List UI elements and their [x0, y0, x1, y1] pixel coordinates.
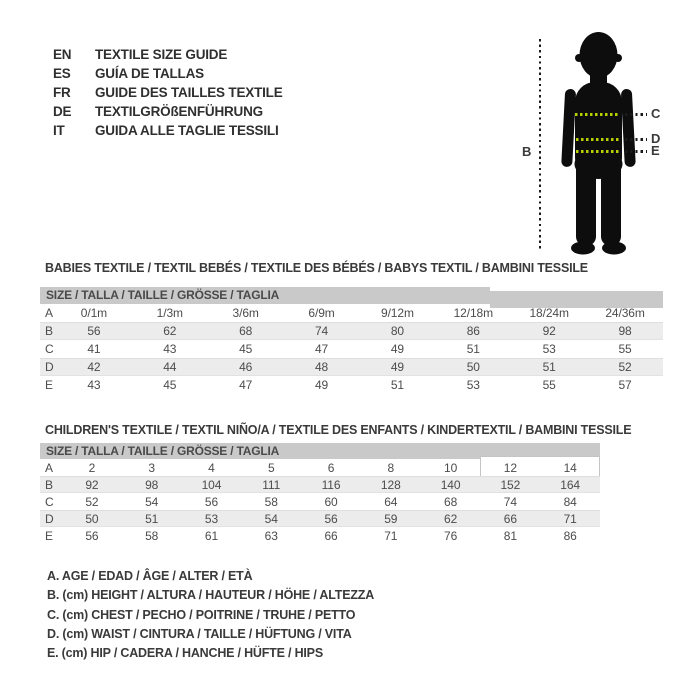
- table-cell: 54: [145, 494, 159, 509]
- table-cell: 51: [390, 378, 405, 392]
- lang-code: IT: [53, 123, 65, 138]
- lang-row-fr: [53, 83, 283, 102]
- lang-row-it: [53, 121, 283, 140]
- lang-title: TEXTILE SIZE GUIDE: [95, 47, 228, 62]
- table-cell: 55: [618, 342, 632, 356]
- table-cell: 53: [542, 342, 556, 356]
- table-cell: 76: [444, 528, 458, 543]
- row-label: A: [45, 460, 53, 475]
- hip-line-green: [576, 150, 620, 153]
- table-cell: 81: [503, 528, 517, 543]
- lang-row-es: [53, 64, 283, 83]
- child-silhouette: [555, 25, 645, 260]
- waist-label: D: [651, 131, 661, 146]
- legend-line-chest: C. (cm) CHEST / PECHO / POITRINE / TRUHE / PETTO: [47, 607, 356, 622]
- table-cell: 61: [204, 528, 219, 543]
- table-row: [40, 304, 663, 322]
- table-cell: 63: [264, 528, 278, 543]
- legend-line-hip: E. (cm) HIP / CADERA / HANCHE / HÜFTE / HIPS: [47, 646, 323, 661]
- height-label: B: [522, 144, 532, 159]
- table-cell: 66: [503, 511, 517, 526]
- table-cell: 8: [387, 460, 395, 475]
- table-row: [40, 322, 663, 340]
- table-cell: 56: [85, 528, 99, 543]
- table-cell: 86: [466, 324, 480, 338]
- table-cell: 50: [466, 360, 480, 374]
- row-label: B: [45, 477, 53, 492]
- table-cell: 49: [390, 342, 405, 356]
- lang-title: GUIDA ALLE TAGLIE TESSILI: [95, 123, 279, 138]
- table-cell: 71: [563, 511, 577, 526]
- table-cell: 12/18m: [453, 306, 494, 320]
- table-cell: 47: [314, 342, 329, 356]
- table-cell: 58: [145, 528, 159, 543]
- table-cell: 48: [314, 360, 329, 374]
- babies-section-title: BABIES TEXTILE / TEXTIL BEBÉS / TEXTILE DES BÉBÉS / BABYS TEXTIL / BAMBINI TESSILE: [45, 261, 588, 275]
- children-size-table: [40, 443, 600, 544]
- table-cell: 59: [384, 511, 398, 526]
- legend-line-age: A. AGE / EDAD / ÂGE / ALTER / ETÀ: [47, 569, 253, 583]
- table-cell: 3: [148, 460, 155, 475]
- chest-line-green: [575, 113, 619, 116]
- table-cell: 24/36m: [605, 306, 645, 320]
- table-cell: 92: [542, 324, 556, 338]
- row-label: D: [45, 360, 54, 374]
- lang-code: FR: [53, 85, 71, 100]
- table-cell: 50: [85, 511, 99, 526]
- table-cell: 9/12m: [381, 306, 414, 320]
- legend-line-height: B. (cm) HEIGHT / ALTURA / HAUTEUR / HÖHE / ALTEZZA: [47, 588, 375, 603]
- waist-line-green: [576, 138, 619, 141]
- table-cell: 10: [444, 460, 458, 475]
- table-row: [40, 358, 663, 376]
- table-cell: 52: [618, 360, 632, 374]
- chest-label: C: [651, 106, 661, 121]
- table-row: [40, 340, 663, 358]
- table-cell: 71: [384, 528, 398, 543]
- table-cell: 58: [264, 494, 278, 509]
- table-cell: 43: [87, 378, 101, 392]
- row-label: D: [45, 511, 54, 526]
- row-label: C: [45, 494, 54, 509]
- table-row: [40, 493, 600, 510]
- table-cell: 74: [314, 324, 329, 338]
- table-cell: 111: [262, 477, 281, 492]
- table-cell: 18/24m: [529, 306, 569, 320]
- measurement-legend: [47, 567, 374, 663]
- lang-row-de: [53, 102, 283, 121]
- table-row: [40, 476, 600, 493]
- row-label: B: [45, 324, 53, 338]
- table-cell: 47: [239, 378, 253, 392]
- lang-title: GUÍA DE TALLAS: [95, 66, 204, 81]
- table-cell: 52: [85, 494, 99, 509]
- table-cell: 43: [163, 342, 177, 356]
- table-cell: 6/9m: [308, 306, 335, 320]
- table-cell: 42: [87, 360, 101, 374]
- table-cell: 116: [321, 477, 341, 492]
- table-cell: 44: [163, 360, 177, 374]
- row-label: E: [45, 528, 53, 543]
- table-cell: 74: [503, 494, 517, 509]
- lang-code: DE: [53, 104, 72, 119]
- table-cell: 56: [204, 494, 219, 509]
- table-cell: 55: [542, 378, 556, 392]
- table-cell: 45: [239, 342, 253, 356]
- table-cell: 51: [466, 342, 480, 356]
- table-cell: 46: [239, 360, 253, 374]
- children-rows: [40, 443, 600, 544]
- table-cell: 51: [542, 360, 556, 374]
- children-section-title: CHILDREN'S TEXTILE / TEXTIL NIÑO/A / TEXTILE DES ENFANTS / KINDERTEXTIL / BAMBINI TESSILE: [45, 423, 632, 437]
- size-header-text: SIZE / TALLA / TAILLE / GRÖSSE / TAGLIA: [46, 444, 280, 458]
- table-cell: 80: [390, 324, 405, 338]
- table-cell: 66: [324, 528, 338, 543]
- table-cell: 56: [324, 511, 338, 526]
- table-cell: 68: [444, 494, 458, 509]
- table-cell: 6: [327, 460, 335, 475]
- size-header-text: SIZE / TALLA / TAILLE / GRÖSSE / TAGLIA: [46, 288, 280, 302]
- table-cell: 49: [314, 378, 329, 392]
- table-cell: 54: [264, 511, 278, 526]
- table-cell: 98: [145, 477, 159, 492]
- height-dotted-line: [539, 39, 541, 249]
- table-cell: 1/3m: [156, 306, 183, 320]
- hip-line-black: [625, 150, 647, 153]
- row-label: E: [45, 378, 53, 392]
- table-cell: 2: [88, 460, 96, 475]
- table-cell: 60: [324, 494, 338, 509]
- chest-line-black: [625, 113, 647, 116]
- table-cell: 14: [563, 460, 577, 475]
- table-row: [40, 376, 663, 394]
- lang-title: TEXTILGRÖßENFÜHRUNG: [95, 104, 263, 119]
- table-row: [40, 459, 600, 476]
- table-cell: 62: [444, 511, 458, 526]
- table-cell: 92: [85, 477, 99, 492]
- table-cell: 3/6m: [232, 306, 259, 320]
- lang-title: GUIDE DES TAILLES TEXTILE: [95, 85, 283, 100]
- babies-rows: [40, 287, 663, 394]
- legend-line-waist: D. (cm) WAIST / CINTURA / TAILLE / HÜFTUNG / VITA: [47, 626, 352, 641]
- table-cell: 53: [466, 378, 480, 392]
- lang-code: ES: [53, 66, 71, 81]
- language-title-list: [53, 45, 283, 140]
- table-cell: 57: [618, 378, 632, 392]
- hip-label: E: [651, 143, 660, 158]
- table-cell: 140: [440, 477, 461, 492]
- table-cell: 68: [239, 324, 253, 338]
- table-cell: 5: [267, 460, 275, 475]
- table-cell: 152: [500, 477, 521, 492]
- row-label: A: [45, 306, 53, 320]
- table-cell: 86: [563, 528, 577, 543]
- table-cell: 51: [145, 511, 159, 526]
- table-cell: 45: [163, 378, 177, 392]
- table-cell: 128: [380, 477, 401, 492]
- table-cell: 64: [384, 494, 398, 509]
- lang-code: EN: [53, 47, 72, 62]
- lang-row-en: [53, 45, 283, 64]
- table-row: [40, 510, 600, 527]
- table-cell: 4: [208, 460, 215, 475]
- table-cell: 0/1m: [80, 306, 108, 320]
- measurement-figure: [505, 25, 700, 260]
- table-cell: 84: [563, 494, 577, 509]
- table-cell: 62: [163, 324, 177, 338]
- table-cell: 53: [204, 511, 219, 526]
- row-label: C: [45, 342, 54, 356]
- table-cell: 41: [87, 342, 101, 356]
- table-cell: 164: [560, 477, 580, 492]
- waist-line-black: [625, 138, 647, 141]
- table-row: [40, 527, 600, 544]
- table-cell: 49: [390, 360, 405, 374]
- table-cell: 104: [201, 477, 222, 492]
- table-cell: 98: [618, 324, 632, 338]
- babies-size-table: [40, 287, 663, 394]
- table-cell: 56: [87, 324, 101, 338]
- table-cell: 12: [503, 460, 517, 475]
